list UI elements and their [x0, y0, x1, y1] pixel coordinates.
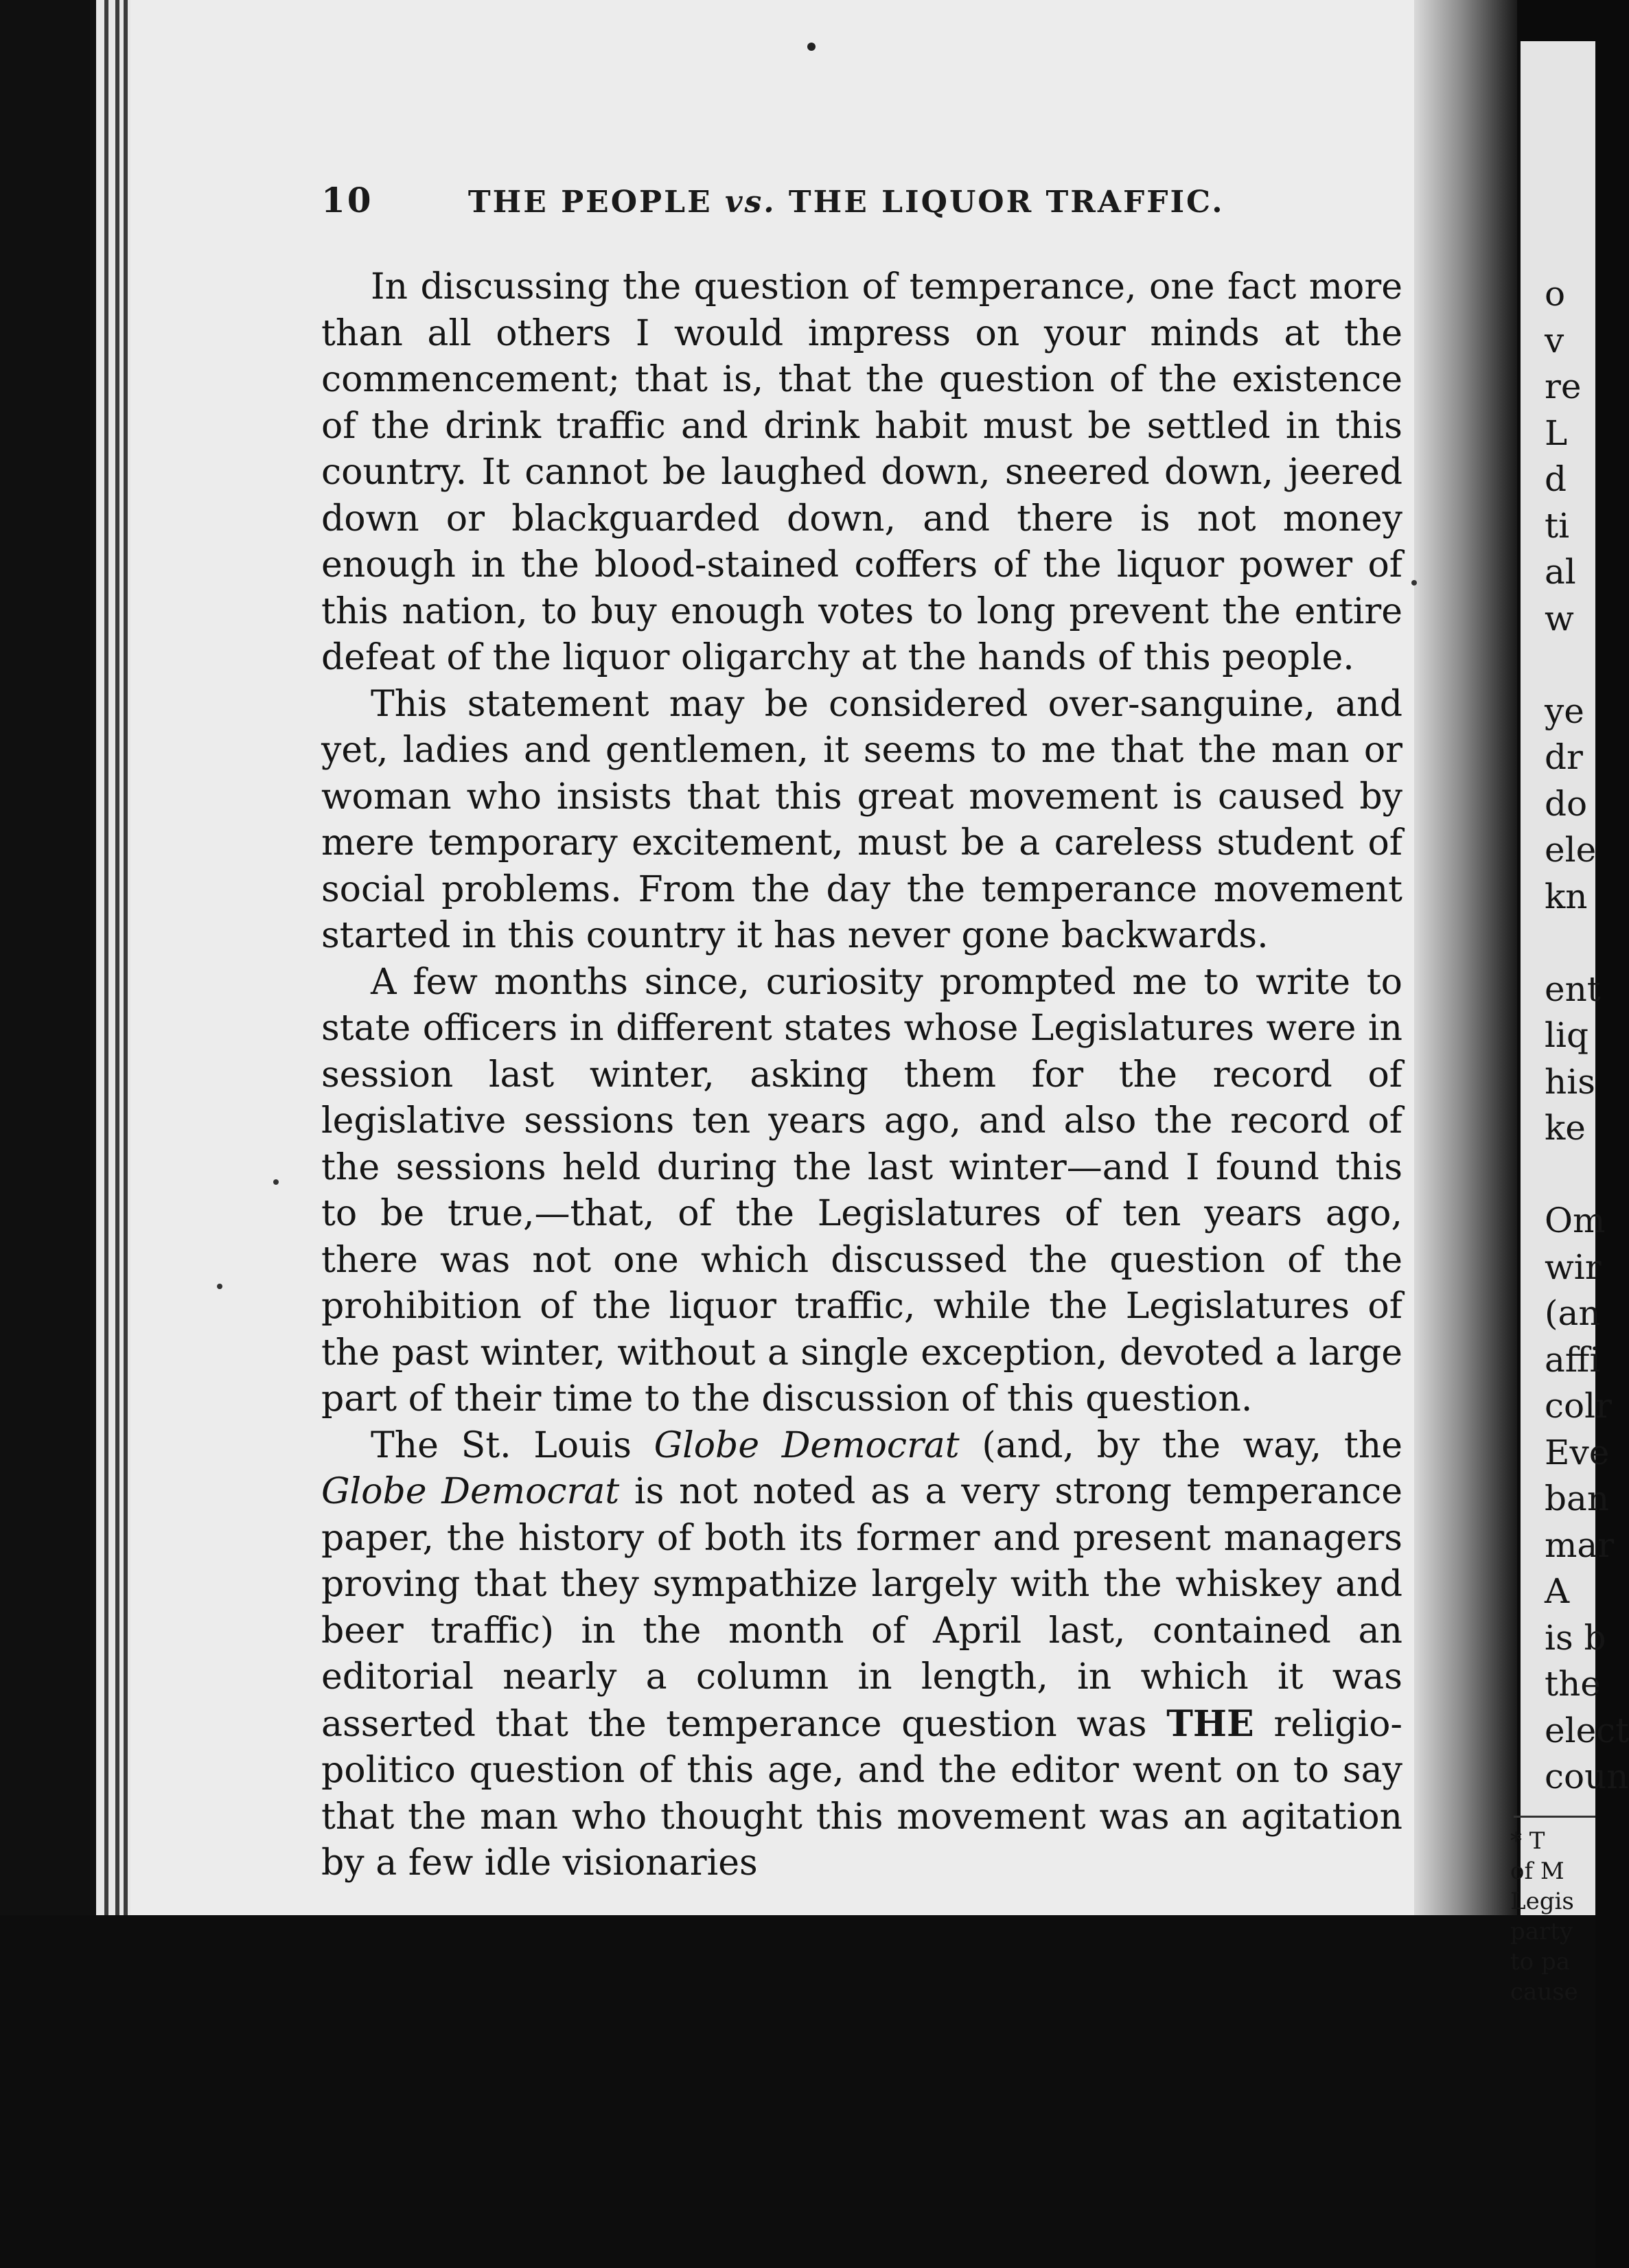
paragraph-text: The St. Louis	[371, 1424, 654, 1466]
facing-line: L	[1545, 413, 1568, 453]
gutter-shadow	[1414, 0, 1517, 1915]
facing-line: ele	[1545, 830, 1597, 870]
page-number: 10	[321, 180, 373, 220]
paragraph	[321, 1423, 1402, 1887]
ink-speck	[217, 1284, 222, 1289]
bottom-background	[0, 1915, 1595, 2268]
facing-line: liq	[1545, 1015, 1588, 1055]
facing-line: al	[1545, 552, 1576, 592]
facing-line: ke	[1545, 1108, 1586, 1148]
emphasis-smallcaps: THE	[1166, 1702, 1254, 1745]
ink-speck	[273, 1179, 279, 1185]
paragraph-text: (and, by the way, the	[959, 1424, 1402, 1466]
facing-line: ti	[1545, 505, 1570, 546]
facing-line	[1545, 1152, 1595, 1199]
facing-line: v	[1545, 320, 1564, 360]
running-head	[321, 180, 1406, 220]
facing-line: ye	[1545, 691, 1584, 731]
facing-line	[1545, 920, 1595, 967]
facing-line	[1545, 642, 1595, 688]
running-title: THE PEOPLE	[467, 185, 713, 220]
facing-footnote-line: of M	[1510, 1858, 1564, 1885]
paragraph: In discussing the question of temperance, one fact more than all others I would impress on your minds at the commencement; that is, that the question of the existence of the drink traffic and drink habit must be settled in this country. It cannot be laughed down, sneered down, jeered down or blackguarded down, and there is not money enough in the blood-stained coffers of the liquor power of this nation, to buy enough votes to long prevent the entire defeat of the liquor oligarchy at the hands of this people.	[321, 266, 1402, 678]
facing-line: mar	[1545, 1525, 1615, 1565]
running-title: THE LIQUOR TRAFFIC.	[788, 185, 1225, 220]
facing-line: wir	[1545, 1247, 1602, 1287]
facing-page-text	[1545, 271, 1629, 1801]
facing-line: is b	[1545, 1617, 1606, 1658]
facing-line: (an	[1545, 1293, 1601, 1333]
paragraph-text: is not noted as a very strong temperance paper, the history of both its former and present managers proving that they sympathize largely with the whiskey and beer traffic) in the month of April last, contained an editorial nearly a column in length, in which it was asserted that the temperance question was	[321, 1471, 1402, 1745]
facing-line: coun	[1545, 1757, 1629, 1796]
facing-line: ban	[1545, 1479, 1610, 1518]
facing-line: affi	[1545, 1339, 1601, 1380]
paragraph: This statement may be considered over-sanguine, and yet, ladies and gentlemen, it seems to me that the man or woman who insists that this great movement is caused by mere temporary excitement, must be a careless student of social problems. From the day the temperance movement started in this country it has never gone backwards.	[321, 683, 1402, 956]
paragraph: A few months since, curiosity prompted me to write to state officers in different states whose Legislatures were in session last winter, asking them for the record of legislative sessions ten years ago, and also the record of the sessions held during the last winter—and I found this to be true,—that, of the Legislatures of ten years ago, there was not one which discussed the question of the prohibition of the liquor traffic, while the Legislatures of the past winter, without a single exception, devoted a large part of their time to the discussion of this question.	[321, 961, 1402, 1420]
facing-line: w	[1545, 598, 1574, 638]
facing-line: do	[1545, 783, 1588, 824]
facing-line: the	[1545, 1664, 1601, 1704]
facing-line: kn	[1545, 876, 1588, 916]
ink-speck	[807, 43, 816, 51]
facing-line: elect	[1545, 1710, 1629, 1750]
facing-line: d	[1545, 459, 1567, 499]
facing-line: o	[1545, 274, 1566, 314]
facing-line: Om	[1545, 1201, 1606, 1240]
newspaper-title: Globe Democrat	[321, 1471, 620, 1512]
facing-footnote-line: Legis	[1510, 1888, 1574, 1915]
facing-line: re	[1545, 367, 1582, 406]
body-text	[321, 264, 1402, 1887]
facing-footnote-line: party	[1510, 1918, 1573, 1945]
facing-line: colr	[1545, 1386, 1612, 1426]
facing-footnote-line: * T	[1510, 1827, 1545, 1855]
facing-line: Eve	[1545, 1432, 1610, 1472]
facing-line: A	[1545, 1571, 1570, 1611]
facing-line: his	[1545, 1061, 1595, 1102]
facing-footnote-line: to pa	[1510, 1948, 1570, 1976]
ink-speck	[1411, 580, 1417, 586]
facing-page-footnotes	[1510, 1826, 1595, 2007]
facing-line: dr	[1545, 737, 1583, 777]
facing-footnote-line: cause	[1510, 1978, 1578, 2006]
paragraph-text: religio-politico question of this age, and the editor went on to say that the man who thought this movement was an agitation by a few idle visionaries	[321, 1703, 1403, 1884]
footnote-rule	[1514, 1816, 1595, 1818]
newspaper-title: Globe Democrat	[654, 1424, 960, 1466]
running-title-italic: vs.	[724, 185, 776, 220]
facing-line: ent	[1545, 969, 1601, 1009]
